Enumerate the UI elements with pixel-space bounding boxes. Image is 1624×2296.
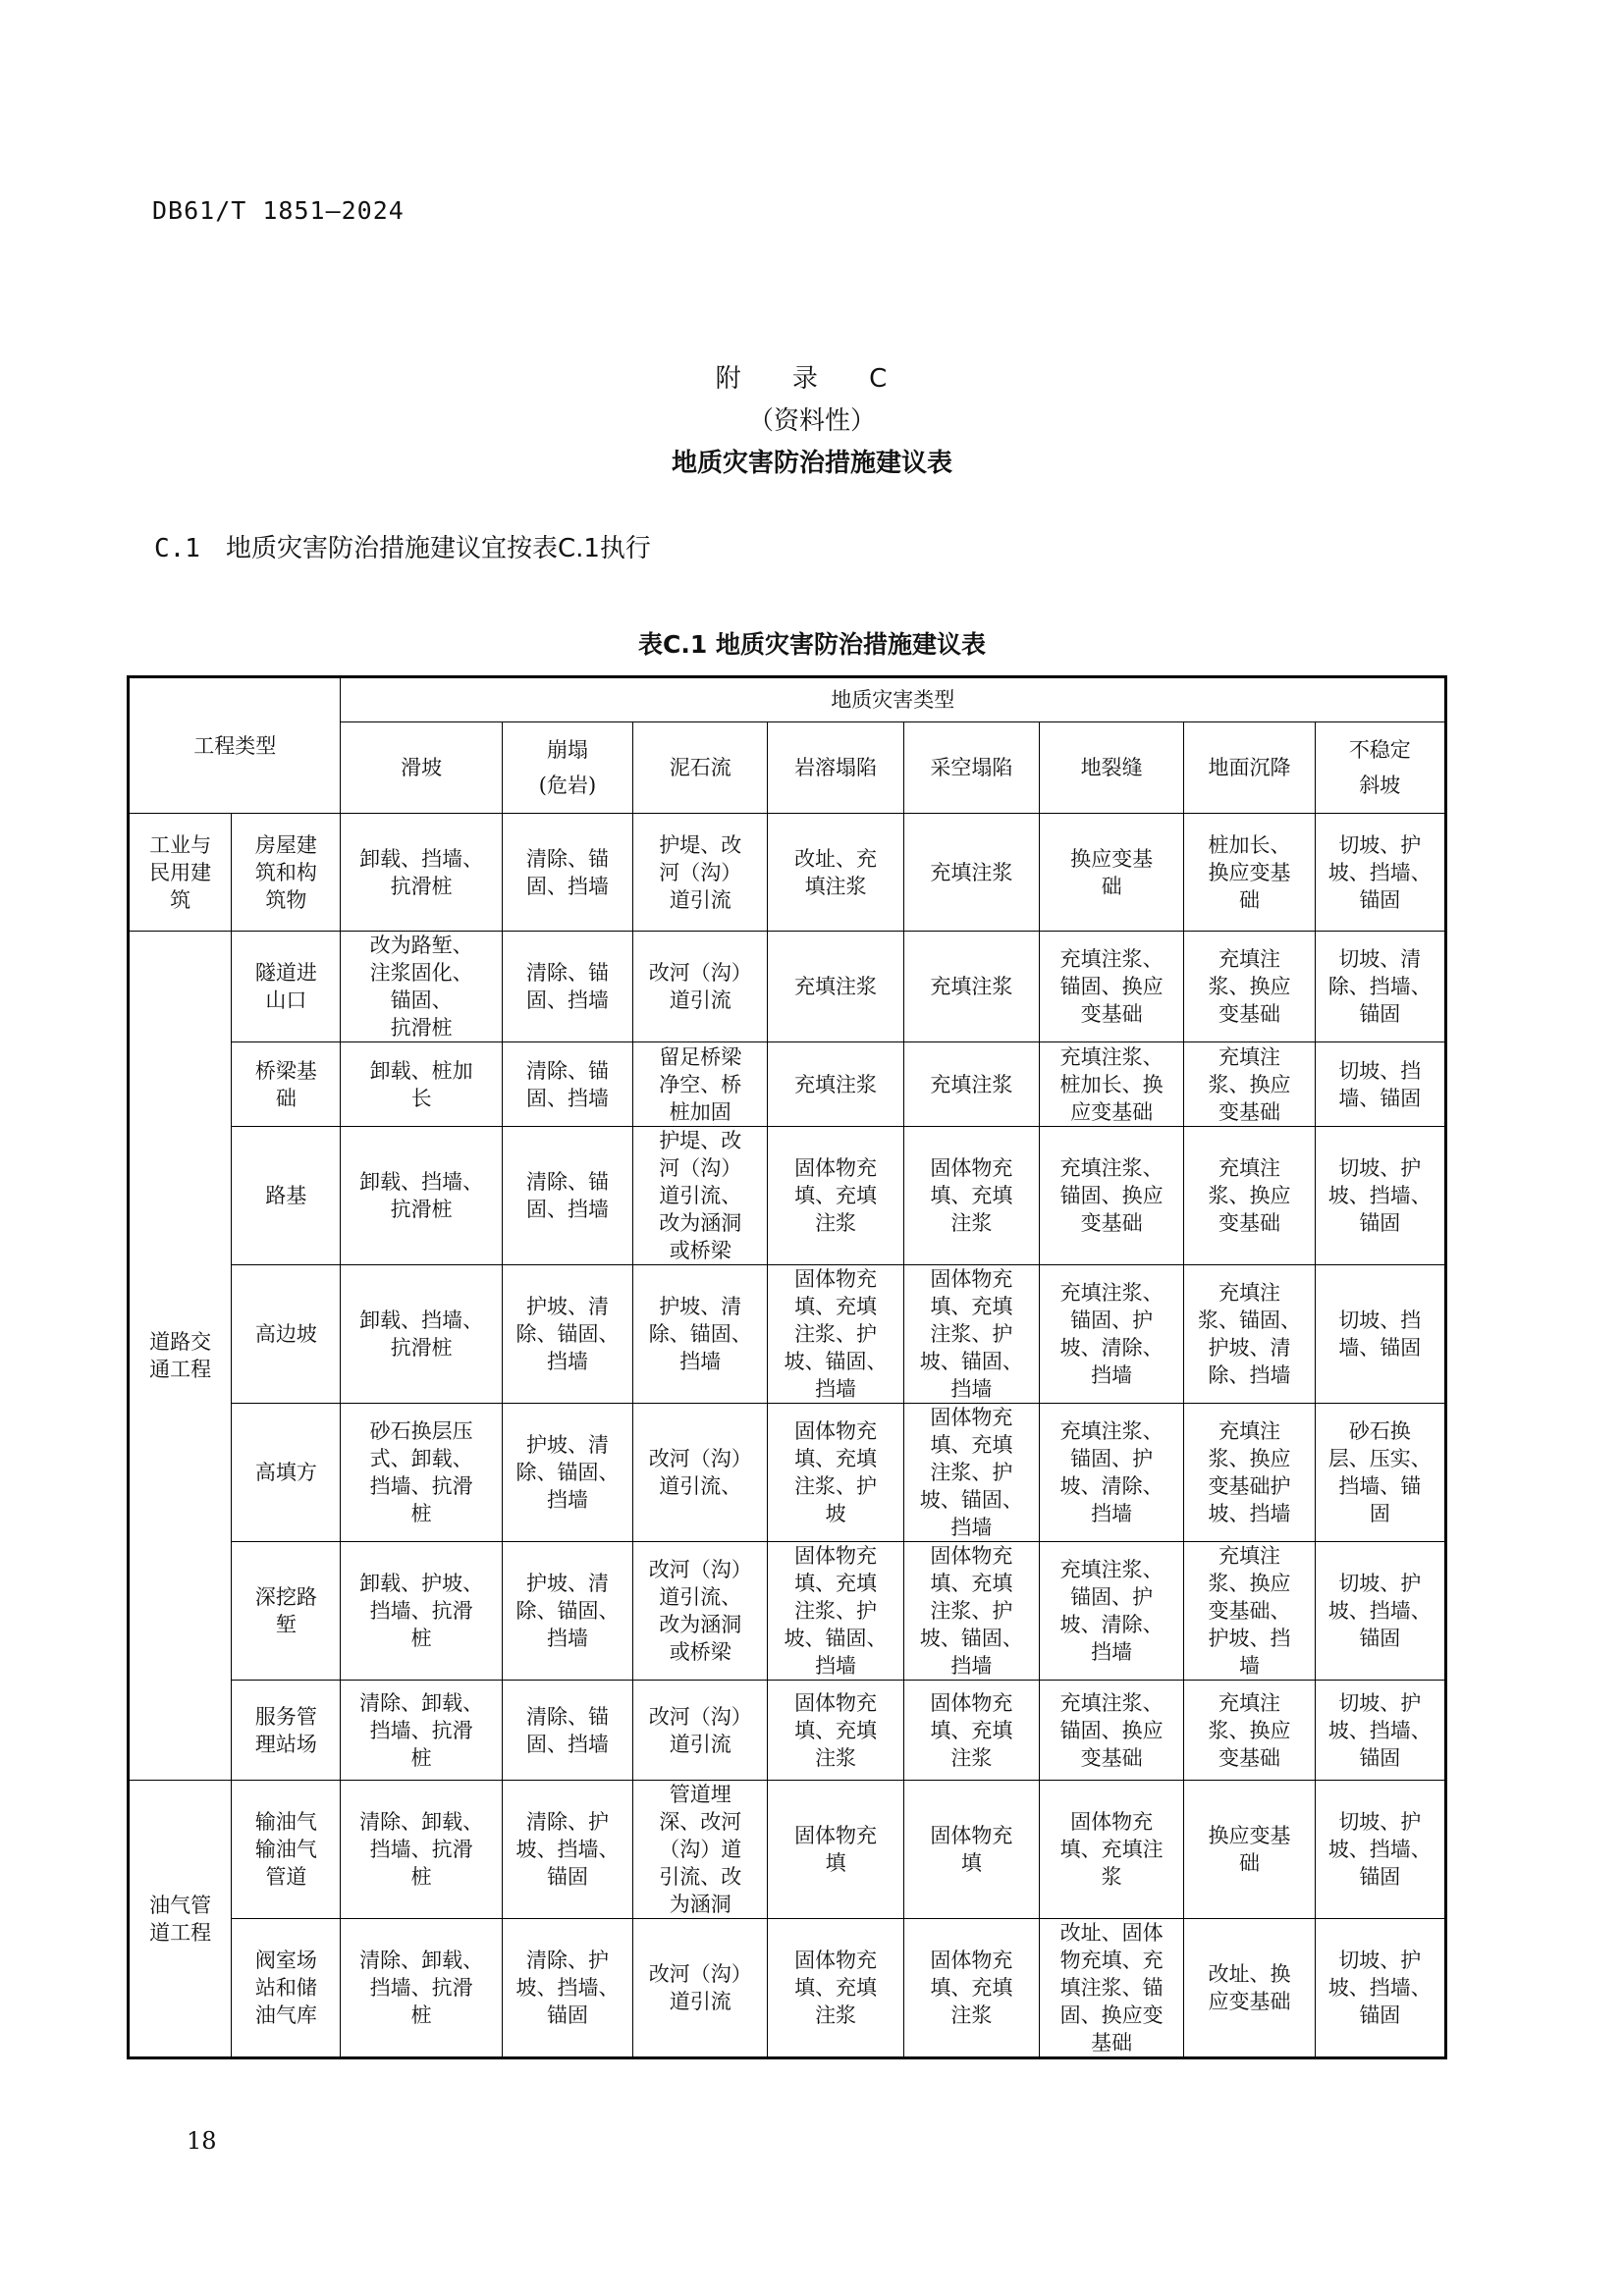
engineering-category-cell: 油气管 道工程 (129, 1781, 232, 2058)
measure-cell: 护堤、改 河（沟） 道引流、 改为涵洞 或桥梁 (633, 1127, 768, 1265)
measure-cell: 充填注 浆、换应 变基础 (1184, 1681, 1315, 1781)
measure-cell: 固体物充 填、充填注 浆 (1040, 1781, 1184, 1919)
engineering-subtype-cell: 桥梁基 础 (232, 1042, 341, 1127)
measure-cell: 改河（沟） 道引流、 改为涵洞 或桥梁 (633, 1542, 768, 1681)
table-row (129, 1265, 1446, 1404)
measure-cell: 固体物充 填、充填 注浆 (903, 1919, 1039, 2058)
measure-cell: 固体物充 填、充填 注浆 (768, 1919, 903, 2058)
measure-cell: 固体物充 填 (903, 1781, 1039, 1919)
engineering-subtype-cell: 高填方 (232, 1404, 341, 1542)
measure-cell: 改址、换 应变基础 (1184, 1919, 1315, 2058)
measure-cell: 固体物充 填 (768, 1781, 903, 1919)
hazard-header-cell: 滑坡 (341, 722, 502, 814)
measure-cell: 护坡、清 除、锚固、 挡墙 (633, 1265, 768, 1404)
measure-cell: 充填注 浆、换应 变基础 (1184, 1127, 1315, 1265)
hazard-type-header: 地质灾害类型 (341, 677, 1446, 722)
table-row (129, 1681, 1446, 1781)
measure-cell: 换应变基 础 (1040, 814, 1184, 932)
measure-cell: 桩加长、 换应变基 础 (1184, 814, 1315, 932)
measure-cell: 充填注 浆、锚固、 护坡、清 除、挡墙 (1184, 1265, 1315, 1404)
measures-table (127, 675, 1447, 2059)
measure-cell: 护坡、清 除、锚固、 挡墙 (502, 1265, 632, 1404)
measure-cell: 切坡、护 坡、挡墙、 锚固 (1315, 1681, 1445, 1781)
measure-cell: 固体物充 填、充填 注浆、护 坡、锚固、 挡墙 (903, 1265, 1039, 1404)
hazard-header-cell: 崩塌 (危岩) (502, 722, 632, 814)
measure-cell: 充填注浆 (903, 932, 1039, 1042)
measure-cell: 充填注 浆、换应 变基础 (1184, 932, 1315, 1042)
clause-c1 (154, 528, 651, 564)
measure-cell: 充填注浆 (768, 1042, 903, 1127)
measure-cell: 固体物充 填、充填 注浆、护 坡、锚固、 挡墙 (903, 1542, 1039, 1681)
measure-cell: 卸载、挡墙、 抗滑桩 (341, 1127, 502, 1265)
measure-cell: 充填注浆 (903, 814, 1039, 932)
measure-cell: 切坡、护 坡、挡墙、 锚固 (1315, 1781, 1445, 1919)
measure-cell: 切坡、护 坡、挡墙、 锚固 (1315, 1542, 1445, 1681)
measure-cell: 卸载、桩加 长 (341, 1042, 502, 1127)
measure-cell: 切坡、护 坡、挡墙、 锚固 (1315, 814, 1445, 932)
engineering-subtype-cell: 路基 (232, 1127, 341, 1265)
measure-cell: 充填注浆、 锚固、换应 变基础 (1040, 1127, 1184, 1265)
measure-cell: 改址、固体 物充填、充 填注浆、锚 固、换应变 基础 (1040, 1919, 1184, 2058)
engineering-category-cell: 道路交 通工程 (129, 932, 232, 1781)
measure-cell: 固体物充 填、充填 注浆、护 坡 (768, 1404, 903, 1542)
engineering-subtype-cell: 服务管 理站场 (232, 1681, 341, 1781)
measure-cell: 清除、锚 固、挡墙 (502, 814, 632, 932)
measure-cell: 清除、卸载、 挡墙、抗滑 桩 (341, 1681, 502, 1781)
measure-cell: 充填注浆、 桩加长、换 应变基础 (1040, 1042, 1184, 1127)
header-row-1 (129, 677, 1446, 722)
measure-cell: 换应变基 础 (1184, 1781, 1315, 1919)
clause-number: C.1 (154, 534, 200, 563)
measure-cell: 充填注浆、 锚固、换应 变基础 (1040, 932, 1184, 1042)
table-row (129, 1127, 1446, 1265)
measure-cell: 护坡、清 除、锚固、 挡墙 (502, 1542, 632, 1681)
measure-cell: 护堤、改 河（沟） 道引流 (633, 814, 768, 932)
engineering-subtype-cell: 阀室场 站和储 油气库 (232, 1919, 341, 2058)
hazard-header-cell: 地裂缝 (1040, 722, 1184, 814)
measure-cell: 充填注 浆、换应 变基础护 坡、挡墙 (1184, 1404, 1315, 1542)
measure-cell: 卸载、护坡、 挡墙、抗滑 桩 (341, 1542, 502, 1681)
measure-cell: 固体物充 填、充填 注浆、护 坡、锚固、 挡墙 (768, 1542, 903, 1681)
measure-cell: 清除、锚 固、挡墙 (502, 1127, 632, 1265)
measure-cell: 切坡、挡 墙、锚固 (1315, 1042, 1445, 1127)
measure-cell: 改为路堑、 注浆固化、 锚固、 抗滑桩 (341, 932, 502, 1042)
measure-cell: 改河（沟） 道引流 (633, 932, 768, 1042)
engineering-subtype-cell: 隧道进 山口 (232, 932, 341, 1042)
table-row (129, 1542, 1446, 1681)
appendix-label: 附 录 C (715, 364, 909, 394)
hazard-header-cell: 不稳定 斜坡 (1315, 722, 1445, 814)
measure-cell: 固体物充 填、充填 注浆 (903, 1681, 1039, 1781)
table-caption: 表C.1 地质灾害防治措施建议表 (638, 630, 986, 659)
measure-cell: 充填注浆、 锚固、护 坡、清除、 挡墙 (1040, 1542, 1184, 1681)
appendix-title: 地质灾害防治措施建议表 (671, 449, 952, 478)
appendix-nature: （资料性） (747, 406, 876, 436)
measure-cell: 切坡、护 坡、挡墙、 锚固 (1315, 1127, 1445, 1265)
measure-cell: 固体物充 填、充填 注浆 (768, 1127, 903, 1265)
measure-cell: 清除、锚 固、挡墙 (502, 932, 632, 1042)
measure-cell: 充填注浆 (903, 1042, 1039, 1127)
hazard-header-cell: 岩溶塌陷 (768, 722, 903, 814)
engineering-type-header: 工程类型 (129, 677, 341, 814)
measure-cell: 清除、卸载、 挡墙、抗滑 桩 (341, 1919, 502, 2058)
engineering-subtype-cell: 深挖路 堑 (232, 1542, 341, 1681)
measure-cell: 切坡、护 坡、挡墙、 锚固 (1315, 1919, 1445, 2058)
engineering-subtype-cell: 高边坡 (232, 1265, 341, 1404)
measure-cell: 固体物充 填、充填 注浆、护 坡、锚固、 挡墙 (768, 1265, 903, 1404)
measure-cell: 充填注浆、 锚固、护 坡、清除、 挡墙 (1040, 1265, 1184, 1404)
measure-cell: 护坡、清 除、锚固、 挡墙 (502, 1404, 632, 1542)
measure-cell: 卸载、挡墙、 抗滑桩 (341, 1265, 502, 1404)
measure-cell: 充填注浆、 锚固、护 坡、清除、 挡墙 (1040, 1404, 1184, 1542)
measure-cell: 清除、锚 固、挡墙 (502, 1042, 632, 1127)
hazard-header-cell: 地面沉降 (1184, 722, 1315, 814)
measure-cell: 留足桥梁 净空、桥 桩加固 (633, 1042, 768, 1127)
measure-cell: 充填注浆 (768, 932, 903, 1042)
table-row (129, 1404, 1446, 1542)
measure-cell: 固体物充 填、充填 注浆 (768, 1681, 903, 1781)
measure-cell: 改址、充 填注浆 (768, 814, 903, 932)
page-number: 18 (187, 2127, 217, 2155)
measure-cell: 改河（沟） 道引流 (633, 1919, 768, 2058)
measure-cell: 充填注 浆、换应 变基础、 护坡、挡 墙 (1184, 1542, 1315, 1681)
table-row (129, 1919, 1446, 2058)
measure-cell: 改河（沟） 道引流、 (633, 1404, 768, 1542)
table-row (129, 932, 1446, 1042)
measure-cell: 卸载、挡墙、 抗滑桩 (341, 814, 502, 932)
measure-cell: 固体物充 填、充填 注浆 (903, 1127, 1039, 1265)
measure-cell: 清除、卸载、 挡墙、抗滑 桩 (341, 1781, 502, 1919)
table-row (129, 1042, 1446, 1127)
measure-cell: 清除、锚 固、挡墙 (502, 1681, 632, 1781)
measure-cell: 砂石换 层、压实、 挡墙、锚 固 (1315, 1404, 1445, 1542)
measure-cell: 清除、护 坡、挡墙、 锚固 (502, 1919, 632, 2058)
clause-text: 地质灾害防治措施建议宜按表C.1执行 (225, 534, 651, 563)
measure-cell: 砂石换层压 式、卸载、 挡墙、抗滑 桩 (341, 1404, 502, 1542)
measure-cell: 清除、护 坡、挡墙、 锚固 (502, 1781, 632, 1919)
document-code: DB61/T 1851—2024 (152, 196, 405, 225)
engineering-category-cell: 工业与 民用建 筑 (129, 814, 232, 932)
measure-cell: 改河（沟） 道引流 (633, 1681, 768, 1781)
measure-cell: 管道埋 深、改河 （沟）道 引流、改 为涵洞 (633, 1781, 768, 1919)
measure-cell: 切坡、挡 墙、锚固 (1315, 1265, 1445, 1404)
table-row (129, 814, 1446, 932)
hazard-header-cell: 泥石流 (633, 722, 768, 814)
table-row (129, 1781, 1446, 1919)
measure-cell: 固体物充 填、充填 注浆、护 坡、锚固、 挡墙 (903, 1404, 1039, 1542)
measure-cell: 充填注 浆、换应 变基础 (1184, 1042, 1315, 1127)
engineering-subtype-cell: 输油气 输油气 管道 (232, 1781, 341, 1919)
measure-cell: 充填注浆、 锚固、换应 变基础 (1040, 1681, 1184, 1781)
measure-cell: 切坡、清 除、挡墙、 锚固 (1315, 932, 1445, 1042)
engineering-subtype-cell: 房屋建 筑和构 筑物 (232, 814, 341, 932)
hazard-header-cell: 采空塌陷 (903, 722, 1039, 814)
